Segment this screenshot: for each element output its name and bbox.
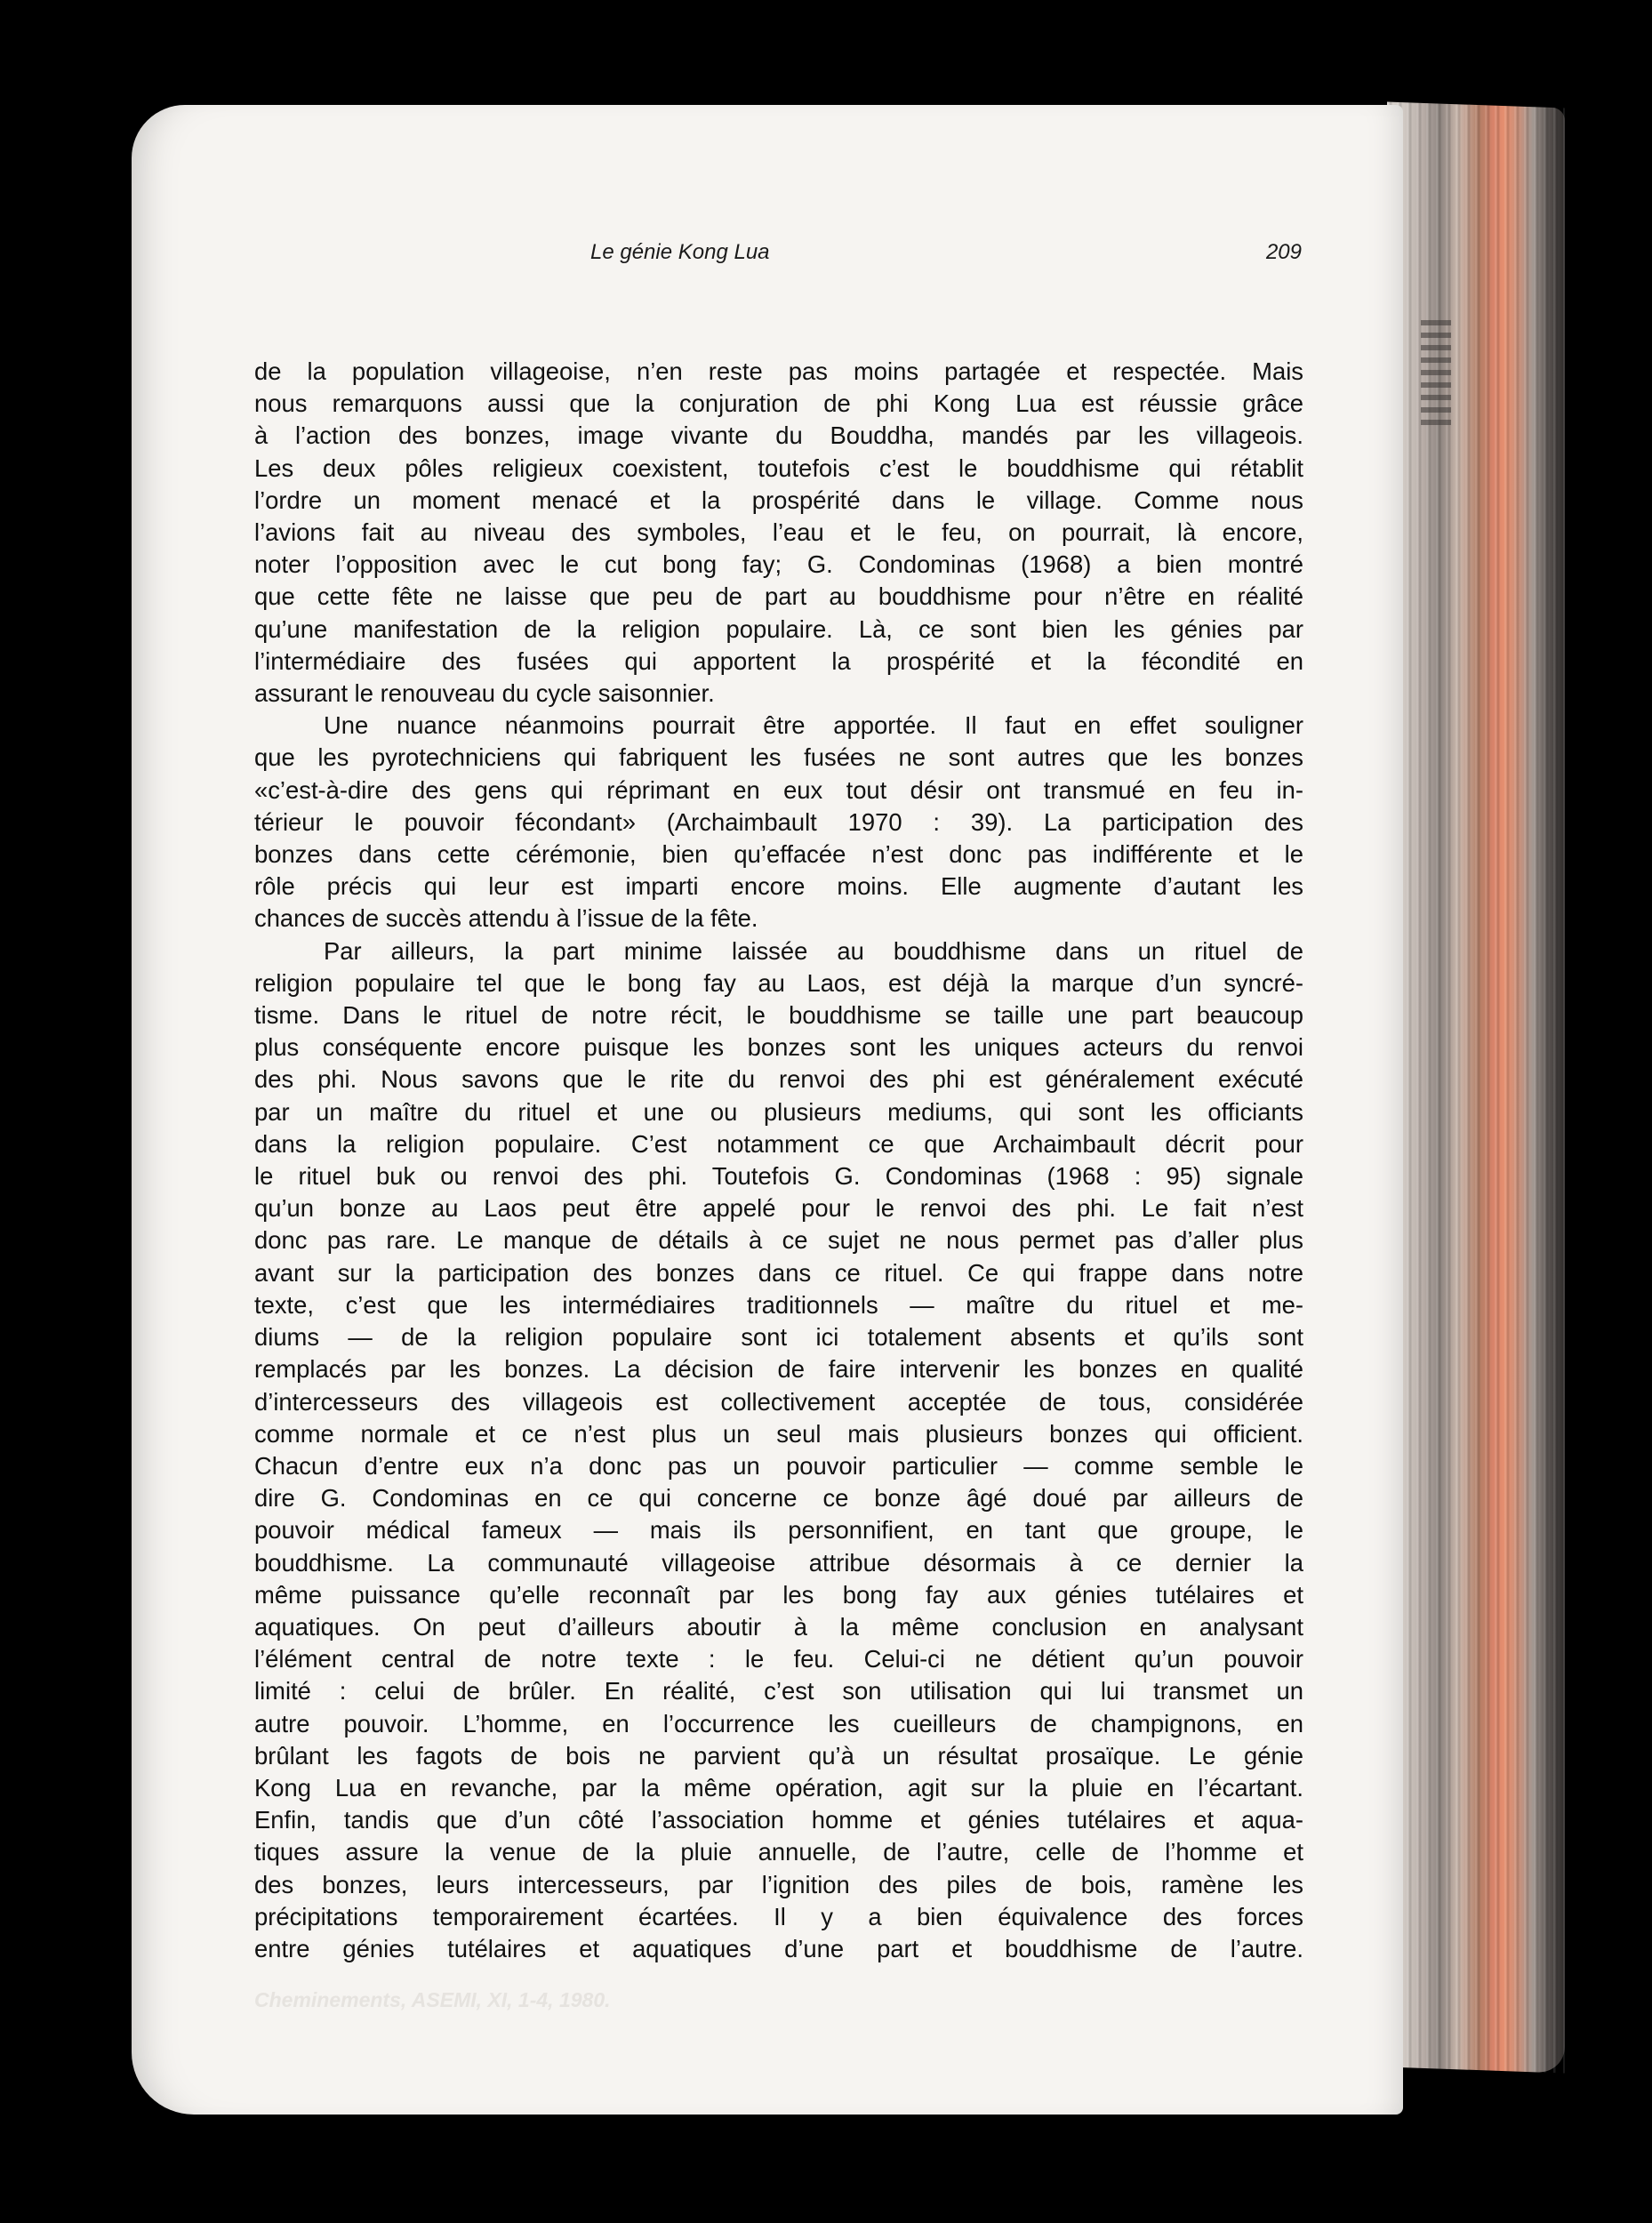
text-line: l’avions fait au niveau des symboles, l’eau et le feu, on pourrait, là encore, [254, 518, 1303, 547]
text-line: nous remarquons aussi que la conjuration de phi Kong Lua est réussie grâce [254, 389, 1303, 418]
text-line: tiques assure la venue de la pluie annuelle, de l’autre, celle de l’homme et [254, 1838, 1303, 1866]
text-line: par un maître du rituel et une ou plusieurs mediums, qui sont les officiants [254, 1097, 1303, 1126]
text-line: l’intermédiaire des fusées qui apportent la prospérité et la fécondité en [254, 646, 1303, 675]
text-line: Une nuance néanmoins pourrait être apportée. Il faut en effet souligner [324, 711, 1303, 740]
text-line: noter l’opposition avec le cut bong fay; G. Condominas (1968) a bien montré [254, 550, 1303, 579]
text-line: Enfin, tandis que d’un côté l’association homme et génies tutélaires et aqua- [254, 1806, 1303, 1834]
text-line: chances de succès attendu à l’issue de la fête. [254, 904, 758, 933]
text-line: d’intercesseurs des villageois est collectivement acceptée de tous, considérée [254, 1387, 1303, 1416]
text-line: limité : celui de brûler. En réalité, c’est son utilisation qui lui transmet un [254, 1677, 1303, 1705]
running-title: Le génie Kong Lua [590, 240, 770, 264]
text-line: précipitations temporairement écartées. Il y a bien équivalence des forces [254, 1902, 1303, 1930]
text-line: texte, c’est que les intermédiaires traditionnels — maître du rituel et me- [254, 1290, 1303, 1319]
text-line: même puissance qu’elle reconnaît par les bong fay aux génies tutélaires et [254, 1580, 1303, 1609]
text-line: plus conséquente encore puisque les bonzes sont les uniques acteurs du renvoi [254, 1033, 1303, 1062]
text-line: comme normale et ce n’est plus un seul mais plusieurs bonzes qui officient. [254, 1419, 1303, 1448]
text-line: que cette fête ne laisse que peu de part au bouddhisme pour n’être en réalité [254, 582, 1303, 611]
text-line: bonzes dans cette cérémonie, bien qu’effacée n’est donc pas indifférente et le [254, 840, 1303, 869]
text-line: Les deux pôles religieux coexistent, toutefois c’est le bouddhisme qui rétablit [254, 453, 1303, 482]
spine-logo-shadow [1421, 320, 1451, 427]
text-line: des bonzes, leurs intercesseurs, par l’ignition des piles de bois, ramène les [254, 1870, 1303, 1898]
text-line: brûlant les fagots de bois ne parvient qu’à un résultat prosaïque. Le génie [254, 1741, 1303, 1770]
text-line: dans la religion populaire. C’est notamment ce que Archaimbault décrit pour [254, 1129, 1303, 1158]
text-line: bouddhisme. La communauté villageoise attribue désormais à ce dernier la [254, 1548, 1303, 1577]
text-line: remplacés par les bonzes. La décision de faire intervenir les bonzes en qualité [254, 1355, 1303, 1384]
text-line: Chacun d’entre eux n’a donc pas un pouvoir particulier — comme semble le [254, 1451, 1303, 1480]
page-edges [1387, 102, 1565, 2074]
book-page [132, 105, 1403, 2115]
text-line: assurant le renouveau du cycle saisonnier. [254, 679, 715, 708]
text-line: avant sur la participation des bonzes dans ce rituel. Ce qui frappe dans notre [254, 1258, 1303, 1287]
text-line: «c’est-à-dire des gens qui réprimant en eux tout désir ont transmué en feu in- [254, 775, 1303, 804]
text-line: des phi. Nous savons que le rite du renvoi des phi est généralement exécuté [254, 1065, 1303, 1094]
text-line: l’élément central de notre texte : le feu. Celui-ci ne détient qu’un pouvoir [254, 1645, 1303, 1673]
text-line: entre génies tutélaires et aquatiques d’une part et bouddhisme de l’autre. [254, 1934, 1303, 1962]
text-line: pouvoir médical fameux — mais ils personnifient, en tant que groupe, le [254, 1516, 1303, 1545]
text-line: donc pas rare. Le manque de détails à ce sujet ne nous permet pas d’aller plus [254, 1226, 1303, 1255]
text-line: Par ailleurs, la part minime laissée au bouddhisme dans un rituel de [324, 936, 1303, 965]
body-text [254, 356, 1303, 1965]
text-line: rôle précis qui leur est imparti encore moins. Elle augmente d’autant les [254, 872, 1303, 901]
text-line: qu’une manifestation de la religion populaire. Là, ce sont bien les génies par [254, 614, 1303, 643]
text-line: que les pyrotechniciens qui fabriquent les fusées ne sont autres que les bonzes [254, 743, 1303, 772]
text-line: dire G. Condominas en ce qui concerne ce bonze âgé doué par ailleurs de [254, 1484, 1303, 1513]
text-line: aquatiques. On peut d’ailleurs aboutir à la même conclusion en analysant [254, 1612, 1303, 1641]
text-line: le rituel buk ou renvoi des phi. Toutefois G. Condominas (1968 : 95) signale [254, 1162, 1303, 1191]
text-line: tisme. Dans le rituel de notre récit, le bouddhisme se taille une part beaucoup [254, 1001, 1303, 1030]
page-number: 209 [1265, 240, 1302, 264]
text-line: l’ordre un moment menacé et la prospérité dans le village. Comme nous [254, 486, 1303, 514]
text-line: Kong Lua en revanche, par la même opération, agit sur la pluie en l’écartant. [254, 1773, 1303, 1802]
text-line: térieur le pouvoir fécondant» (Archaimbault 1970 : 39). La participation des [254, 807, 1303, 836]
text-line: religion populaire tel que le bong fay au Laos, est déjà la marque d’un syncré- [254, 968, 1303, 997]
show-through-footer: Cheminements, ASEMI, XI, 1-4, 1980. [254, 1988, 611, 2011]
text-line: à l’action des bonzes, image vivante du Bouddha, mandés par les villageois. [254, 421, 1303, 450]
text-line: qu’un bonze au Laos peut être appelé pour le renvoi des phi. Le fait n’est [254, 1194, 1303, 1223]
text-line: diums — de la religion populaire sont ici totalement absents et qu’ils sont [254, 1323, 1303, 1352]
text-line: de la population villageoise, n’en reste pas moins partagée et respectée. Mais [254, 357, 1303, 385]
text-line: autre pouvoir. L’homme, en l’occurrence les cueilleurs de champignons, en [254, 1709, 1303, 1737]
